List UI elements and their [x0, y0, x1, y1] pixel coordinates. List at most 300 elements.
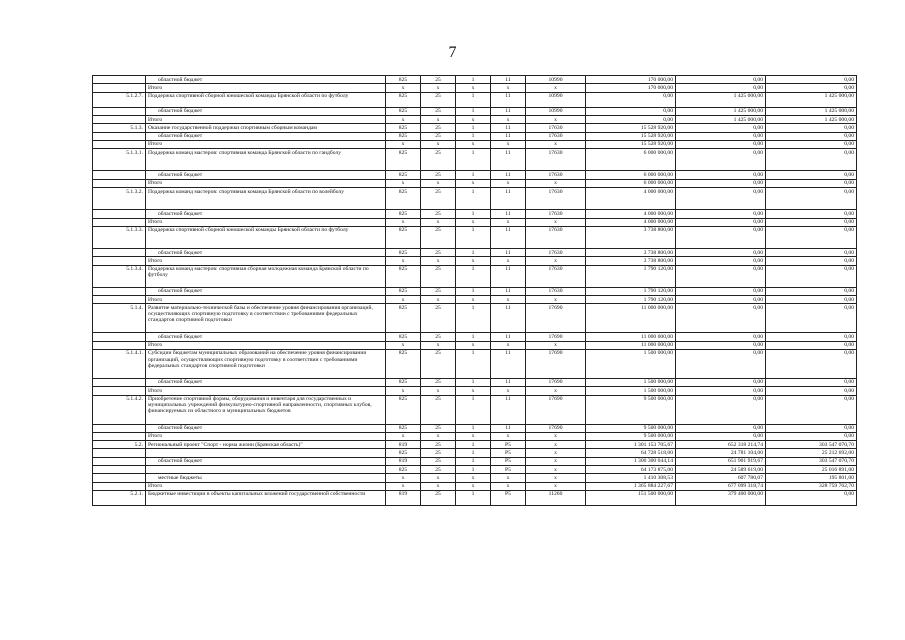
amount-year3-cell: 0,00 — [766, 287, 857, 295]
amount-year2-cell: 651 901 919,67 — [676, 457, 766, 465]
section-code-cell: 25 — [421, 188, 456, 210]
row-number-cell: 5.1.3. — [93, 124, 146, 132]
amount-year3-cell: 1 425 000,00 — [766, 92, 857, 107]
program-code-cell: P5 — [491, 490, 526, 505]
admin-code-cell: 825 — [386, 76, 421, 84]
table-row — [93, 116, 857, 124]
section-code-cell: 25 — [421, 287, 456, 295]
amount-year2-cell: 0,00 — [676, 349, 766, 378]
row-number-cell — [93, 140, 146, 148]
section-code-cell: 25 — [421, 466, 456, 474]
row-number-cell — [93, 387, 146, 395]
subsection-code-cell: x — [456, 218, 491, 226]
amount-year1-cell: 1 300 300 044,14 — [586, 457, 676, 465]
direction-code-cell: x — [526, 341, 586, 349]
section-code-cell: x — [421, 257, 456, 265]
amount-year2-cell: 24 781 104,00 — [676, 449, 766, 457]
amount-year1-cell: 9 500 000,00 — [586, 424, 676, 432]
amount-year2-cell: 0,00 — [676, 84, 766, 92]
row-name-cell: Приобретение спортивной формы, оборудования и инвентаря для государственных и муниципальных учреждений физкультурно-спортивной направленности, спортивных клубов, финансируемых из областного и муниципальных бюджетов — [146, 395, 386, 424]
row-name-cell: Итого — [146, 179, 386, 187]
program-code-cell: x — [491, 179, 526, 187]
subsection-code-cell: 1 — [456, 124, 491, 132]
amount-year2-cell: 0,00 — [676, 387, 766, 395]
amount-year2-cell: 0,00 — [676, 132, 766, 140]
amount-year2-cell: 0,00 — [676, 424, 766, 432]
amount-year2-cell: 0,00 — [676, 140, 766, 148]
row-number-cell — [93, 466, 146, 474]
amount-year2-cell: 0,00 — [676, 296, 766, 304]
table-row — [93, 378, 857, 386]
section-code-cell: 25 — [421, 132, 456, 140]
row-name-cell: Итого — [146, 296, 386, 304]
amount-year2-cell: 0,00 — [676, 265, 766, 287]
amount-year2-cell: 1 425 000,00 — [676, 107, 766, 115]
row-number-cell: 5.1.4. — [93, 304, 146, 333]
amount-year3-cell: 0,00 — [766, 226, 857, 248]
row-name-cell — [146, 449, 386, 457]
budget-table-body — [93, 76, 857, 506]
row-number-cell — [93, 341, 146, 349]
row-name-cell: Итого — [146, 140, 386, 148]
row-number-cell: 5.1.3.3. — [93, 226, 146, 248]
row-name-cell: Поддержка спортивной сборной юношеской команды Брянской области по футболу — [146, 226, 386, 248]
amount-year2-cell: 0,00 — [676, 287, 766, 295]
table-row — [93, 265, 857, 287]
amount-year3-cell: 25 212 692,00 — [766, 449, 857, 457]
admin-code-cell: 825 — [386, 466, 421, 474]
subsection-code-cell: 1 — [456, 76, 491, 84]
table-row — [93, 466, 857, 474]
program-code-cell: P5 — [491, 466, 526, 474]
section-code-cell: 25 — [421, 490, 456, 505]
direction-code-cell: x — [526, 218, 586, 226]
subsection-code-cell: x — [456, 179, 491, 187]
amount-year3-cell: 0,00 — [766, 188, 857, 210]
row-name-cell: областной бюджет — [146, 424, 386, 432]
row-number-cell — [93, 210, 146, 218]
admin-code-cell: 825 — [386, 449, 421, 457]
subsection-code-cell: 1 — [456, 132, 491, 140]
table-row — [93, 210, 857, 218]
amount-year3-cell: 0,00 — [766, 179, 857, 187]
program-code-cell: 11 — [491, 132, 526, 140]
subsection-code-cell: x — [456, 296, 491, 304]
amount-year1-cell: 1 365 884 227,67 — [586, 482, 676, 490]
amount-year3-cell: 0,00 — [766, 76, 857, 84]
admin-code-cell: x — [386, 387, 421, 395]
amount-year2-cell: 677 099 318,74 — [676, 482, 766, 490]
program-code-cell: 11 — [491, 349, 526, 378]
table-row — [93, 474, 857, 482]
table-row — [93, 349, 857, 378]
subsection-code-cell: x — [456, 387, 491, 395]
table-row — [93, 341, 857, 349]
section-code-cell: 25 — [421, 457, 456, 465]
amount-year3-cell: 25 016 891,00 — [766, 466, 857, 474]
table-row — [93, 441, 857, 449]
amount-year3-cell: 0,00 — [766, 218, 857, 226]
program-code-cell: x — [491, 140, 526, 148]
subsection-code-cell: 1 — [456, 395, 491, 424]
table-row — [93, 304, 857, 333]
amount-year3-cell: 0,00 — [766, 424, 857, 432]
amount-year3-cell: 328 759 762,70 — [766, 482, 857, 490]
amount-year1-cell: 3 738 800,00 — [586, 249, 676, 257]
program-code-cell: 11 — [491, 107, 526, 115]
row-name-cell: Итого — [146, 84, 386, 92]
admin-code-cell: x — [386, 84, 421, 92]
amount-year3-cell: 0,00 — [766, 257, 857, 265]
amount-year1-cell: 1 500 000,00 — [586, 387, 676, 395]
admin-code-cell: x — [386, 474, 421, 482]
section-code-cell: 25 — [421, 424, 456, 432]
amount-year1-cell: 1 790 120,00 — [586, 296, 676, 304]
subsection-code-cell: x — [456, 257, 491, 265]
amount-year3-cell: 0,00 — [766, 395, 857, 424]
table-row — [93, 424, 857, 432]
amount-year2-cell: 0,00 — [676, 149, 766, 171]
amount-year1-cell: 1 790 120,00 — [586, 287, 676, 295]
row-number-cell — [93, 424, 146, 432]
direction-code-cell: x — [526, 116, 586, 124]
table-row — [93, 395, 857, 424]
amount-year1-cell: 1 500 000,00 — [586, 349, 676, 378]
amount-year2-cell: 0,00 — [676, 341, 766, 349]
program-code-cell: x — [491, 432, 526, 440]
amount-year3-cell: 0,00 — [766, 132, 857, 140]
admin-code-cell: x — [386, 296, 421, 304]
amount-year2-cell: 0,00 — [676, 171, 766, 179]
amount-year3-cell: 303 547 070,70 — [766, 457, 857, 465]
direction-code-cell: x — [526, 387, 586, 395]
direction-code-cell: x — [526, 140, 586, 148]
amount-year1-cell: 1 301 153 705,67 — [586, 441, 676, 449]
admin-code-cell: 825 — [386, 395, 421, 424]
table-row — [93, 188, 857, 210]
direction-code-cell: 10990 — [526, 92, 586, 107]
subsection-code-cell: 1 — [456, 226, 491, 248]
subsection-code-cell: 1 — [456, 333, 491, 341]
row-name-cell: областной бюджет — [146, 457, 386, 465]
direction-code-cell: 17630 — [526, 265, 586, 287]
table-row — [93, 76, 857, 84]
admin-code-cell: 819 — [386, 457, 421, 465]
admin-code-cell: 825 — [386, 333, 421, 341]
table-row — [93, 490, 857, 505]
program-code-cell: 11 — [491, 304, 526, 333]
amount-year2-cell: 652 318 214,74 — [676, 441, 766, 449]
direction-code-cell: 17690 — [526, 395, 586, 424]
direction-code-cell: 17630 — [526, 188, 586, 210]
section-code-cell: x — [421, 84, 456, 92]
subsection-code-cell: 1 — [456, 92, 491, 107]
program-code-cell: x — [491, 116, 526, 124]
section-code-cell: x — [421, 341, 456, 349]
direction-code-cell: 17630 — [526, 171, 586, 179]
section-code-cell: 25 — [421, 210, 456, 218]
amount-year3-cell: 0,00 — [766, 333, 857, 341]
table-row — [93, 124, 857, 132]
direction-code-cell: x — [526, 84, 586, 92]
amount-year2-cell: 0,00 — [676, 257, 766, 265]
amount-year1-cell: 4 000 000,00 — [586, 218, 676, 226]
row-name-cell: областной бюджет — [146, 107, 386, 115]
table-row — [93, 132, 857, 140]
section-code-cell: 25 — [421, 171, 456, 179]
row-name-cell: местные бюджеты — [146, 474, 386, 482]
direction-code-cell: x — [526, 474, 586, 482]
amount-year3-cell: 0,00 — [766, 249, 857, 257]
program-code-cell: x — [491, 84, 526, 92]
amount-year3-cell: 0,00 — [766, 296, 857, 304]
program-code-cell: 11 — [491, 265, 526, 287]
row-number-cell — [93, 378, 146, 386]
row-name-cell: областной бюджет — [146, 76, 386, 84]
amount-year1-cell: 64 173 875,00 — [586, 466, 676, 474]
direction-code-cell: 17690 — [526, 378, 586, 386]
row-number-cell — [93, 84, 146, 92]
table-row — [93, 257, 857, 265]
subsection-code-cell: x — [456, 341, 491, 349]
row-name-cell — [146, 466, 386, 474]
program-code-cell: 11 — [491, 92, 526, 107]
row-name-cell: областной бюджет — [146, 287, 386, 295]
section-code-cell: 25 — [421, 304, 456, 333]
table-row — [93, 171, 857, 179]
table-row — [93, 333, 857, 341]
row-number-cell: 5.1.4.1. — [93, 349, 146, 378]
admin-code-cell: 825 — [386, 188, 421, 210]
amount-year1-cell: 0,00 — [586, 92, 676, 107]
row-name-cell: Итого — [146, 257, 386, 265]
row-number-cell — [93, 257, 146, 265]
row-number-cell — [93, 287, 146, 295]
program-code-cell: 11 — [491, 149, 526, 171]
subsection-code-cell: 1 — [456, 466, 491, 474]
subsection-code-cell: 1 — [456, 107, 491, 115]
admin-code-cell: 825 — [386, 171, 421, 179]
table-row — [93, 457, 857, 465]
section-code-cell: 25 — [421, 265, 456, 287]
amount-year2-cell: 0,00 — [676, 432, 766, 440]
admin-code-cell: 819 — [386, 490, 421, 505]
subsection-code-cell: 1 — [456, 171, 491, 179]
amount-year3-cell: 0,00 — [766, 378, 857, 386]
section-code-cell: x — [421, 387, 456, 395]
row-number-cell — [93, 333, 146, 341]
amount-year1-cell: 11 000 000,00 — [586, 333, 676, 341]
program-code-cell: x — [491, 218, 526, 226]
subsection-code-cell: x — [456, 432, 491, 440]
table-row — [93, 432, 857, 440]
row-number-cell — [93, 132, 146, 140]
amount-year2-cell: 607 780,07 — [676, 474, 766, 482]
row-number-cell: 5.2.1. — [93, 490, 146, 505]
section-code-cell: x — [421, 116, 456, 124]
section-code-cell: x — [421, 474, 456, 482]
row-number-cell: 5.1.3.2. — [93, 188, 146, 210]
amount-year3-cell: 1 425 000,00 — [766, 107, 857, 115]
row-name-cell: областной бюджет — [146, 210, 386, 218]
row-number-cell — [93, 449, 146, 457]
section-code-cell: 25 — [421, 449, 456, 457]
amount-year1-cell: 1 410 308,53 — [586, 474, 676, 482]
admin-code-cell: 825 — [386, 107, 421, 115]
amount-year1-cell: 15 528 920,00 — [586, 132, 676, 140]
amount-year1-cell: 1 500 000,00 — [586, 378, 676, 386]
program-code-cell: 11 — [491, 333, 526, 341]
amount-year2-cell: 0,00 — [676, 378, 766, 386]
subsection-code-cell: 1 — [456, 249, 491, 257]
table-row — [93, 296, 857, 304]
row-name-cell: Итого — [146, 387, 386, 395]
subsection-code-cell: x — [456, 116, 491, 124]
admin-code-cell: 825 — [386, 349, 421, 378]
table-row — [93, 482, 857, 490]
subsection-code-cell: 1 — [456, 287, 491, 295]
row-number-cell — [93, 218, 146, 226]
row-name-cell: Региональный проект "Спорт - норма жизни (Брянская область)" — [146, 441, 386, 449]
admin-code-cell: 825 — [386, 287, 421, 295]
row-name-cell: областной бюджет — [146, 249, 386, 257]
row-name-cell: Поддержка команд мастеров: спортивная команда Брянской области по волейболу — [146, 188, 386, 210]
row-number-cell — [93, 482, 146, 490]
direction-code-cell: 11260 — [526, 490, 586, 505]
section-code-cell: x — [421, 179, 456, 187]
direction-code-cell: x — [526, 466, 586, 474]
program-code-cell: x — [491, 257, 526, 265]
program-code-cell: 11 — [491, 188, 526, 210]
row-name-cell: областной бюджет — [146, 378, 386, 386]
amount-year3-cell: 0,00 — [766, 349, 857, 378]
program-code-cell: 11 — [491, 249, 526, 257]
table-row — [93, 449, 857, 457]
row-number-cell — [93, 171, 146, 179]
amount-year1-cell: 15 528 920,00 — [586, 124, 676, 132]
program-code-cell: 11 — [491, 124, 526, 132]
amount-year1-cell: 6 000 000,00 — [586, 179, 676, 187]
subsection-code-cell: x — [456, 474, 491, 482]
subsection-code-cell: 1 — [456, 149, 491, 171]
amount-year3-cell: 0,00 — [766, 387, 857, 395]
row-name-cell: Поддержка команд мастеров: спортивная команда Брянской области по гандболу — [146, 149, 386, 171]
section-code-cell: 25 — [421, 349, 456, 378]
direction-code-cell: x — [526, 441, 586, 449]
admin-code-cell: 825 — [386, 124, 421, 132]
subsection-code-cell: 1 — [456, 457, 491, 465]
admin-code-cell: 825 — [386, 132, 421, 140]
section-code-cell: x — [421, 218, 456, 226]
amount-year3-cell: 0,00 — [766, 84, 857, 92]
admin-code-cell: x — [386, 179, 421, 187]
program-code-cell: 11 — [491, 226, 526, 248]
row-number-cell — [93, 116, 146, 124]
amount-year1-cell: 15 528 920,00 — [586, 140, 676, 148]
admin-code-cell: x — [386, 341, 421, 349]
amount-year1-cell: 64 728 518,00 — [586, 449, 676, 457]
program-code-cell: 11 — [491, 378, 526, 386]
direction-code-cell: 17630 — [526, 249, 586, 257]
table-row — [93, 92, 857, 107]
direction-code-cell: 10990 — [526, 107, 586, 115]
table-row — [93, 218, 857, 226]
section-code-cell: 25 — [421, 395, 456, 424]
row-number-cell — [93, 249, 146, 257]
table-row — [93, 179, 857, 187]
row-number-cell: 5.1.3.4. — [93, 265, 146, 287]
row-name-cell: Развитие материально-технической базы и обеспечение уровня финансирования организаций, осуществляющих спортивную подготовку в соответствии с требованиями федеральных стандартов спортивной подготовки — [146, 304, 386, 333]
amount-year1-cell: 0,00 — [586, 116, 676, 124]
subsection-code-cell: 1 — [456, 378, 491, 386]
amount-year2-cell: 0,00 — [676, 249, 766, 257]
section-code-cell: 25 — [421, 333, 456, 341]
row-number-cell — [93, 474, 146, 482]
direction-code-cell: x — [526, 432, 586, 440]
section-code-cell: 25 — [421, 441, 456, 449]
subsection-code-cell: 1 — [456, 424, 491, 432]
section-code-cell: x — [421, 432, 456, 440]
section-code-cell: 25 — [421, 124, 456, 132]
amount-year3-cell: 0,00 — [766, 490, 857, 505]
subsection-code-cell: 1 — [456, 265, 491, 287]
admin-code-cell: 825 — [386, 265, 421, 287]
amount-year2-cell: 0,00 — [676, 218, 766, 226]
amount-year3-cell: 0,00 — [766, 265, 857, 287]
amount-year1-cell: 151 500 000,00 — [586, 490, 676, 505]
row-name-cell: Поддержка команд мастеров: спортивная сборная молодежная команда Брянской области по футболу — [146, 265, 386, 287]
direction-code-cell: 17690 — [526, 424, 586, 432]
row-number-cell — [93, 179, 146, 187]
table-row — [93, 149, 857, 171]
subsection-code-cell: 1 — [456, 188, 491, 210]
row-number-cell: 5.1.2.7. — [93, 92, 146, 107]
direction-code-cell: 17690 — [526, 304, 586, 333]
subsection-code-cell: 1 — [456, 490, 491, 505]
admin-code-cell: 825 — [386, 378, 421, 386]
row-number-cell — [93, 107, 146, 115]
admin-code-cell: 825 — [386, 226, 421, 248]
amount-year2-cell: 24 589 619,00 — [676, 466, 766, 474]
amount-year1-cell: 6 000 000,00 — [586, 171, 676, 179]
table-row — [93, 140, 857, 148]
program-code-cell: x — [491, 296, 526, 304]
row-name-cell: Итого — [146, 341, 386, 349]
direction-code-cell: 17690 — [526, 349, 586, 378]
subsection-code-cell: 1 — [456, 304, 491, 333]
section-code-cell: 25 — [421, 378, 456, 386]
program-code-cell: 11 — [491, 424, 526, 432]
row-number-cell — [93, 76, 146, 84]
admin-code-cell: 825 — [386, 424, 421, 432]
row-name-cell: Субсидии бюджетам муниципальных образований на обеспечение уровня финансирования организаций, осуществляющих спортивную подготовку в соответствии с требованиями федеральных стандартов спортивной подготовки — [146, 349, 386, 378]
amount-year2-cell: 0,00 — [676, 333, 766, 341]
table-row — [93, 249, 857, 257]
table-row — [93, 287, 857, 295]
program-code-cell: 11 — [491, 171, 526, 179]
amount-year1-cell: 3 738 800,00 — [586, 257, 676, 265]
table-row — [93, 387, 857, 395]
amount-year2-cell: 0,00 — [676, 124, 766, 132]
amount-year2-cell: 379 400 000,00 — [676, 490, 766, 505]
subsection-code-cell: 1 — [456, 441, 491, 449]
direction-code-cell: 17630 — [526, 287, 586, 295]
admin-code-cell: 825 — [386, 210, 421, 218]
direction-code-cell: x — [526, 296, 586, 304]
amount-year1-cell: 9 500 000,00 — [586, 395, 676, 424]
table-row — [93, 226, 857, 248]
direction-code-cell: x — [526, 179, 586, 187]
